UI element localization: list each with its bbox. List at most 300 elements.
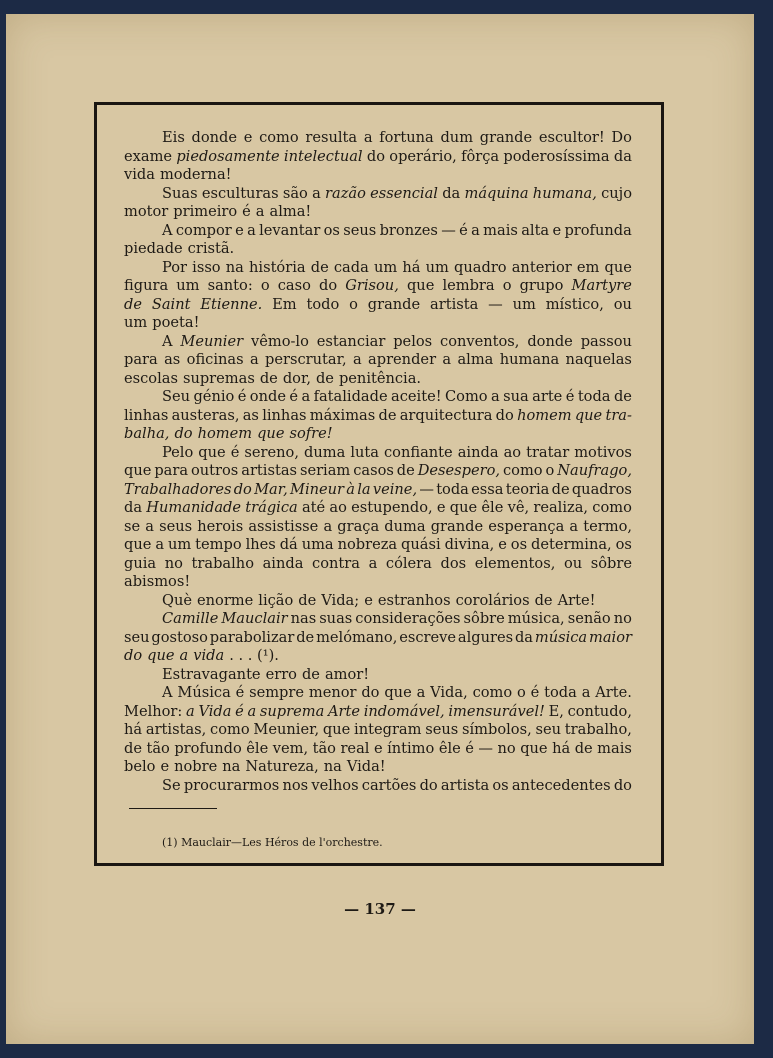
word: que xyxy=(574,406,603,424)
word: abismos! xyxy=(124,573,191,590)
word: contudo, xyxy=(567,702,632,720)
word: tão xyxy=(312,739,336,757)
word: um xyxy=(425,258,449,276)
text-line xyxy=(124,610,632,629)
word: Em xyxy=(272,295,297,313)
word: Naufrago, xyxy=(557,462,632,479)
word: Arte! xyxy=(557,591,596,609)
word: íntimo xyxy=(387,739,435,757)
word: nos xyxy=(282,776,309,794)
text-line xyxy=(124,647,632,666)
word: a xyxy=(569,517,579,535)
word: ou xyxy=(563,554,583,572)
word: essencial xyxy=(370,184,438,202)
text-line xyxy=(124,499,632,518)
word: um xyxy=(373,258,398,276)
word: Suas xyxy=(162,184,198,202)
word: profundo xyxy=(174,739,242,757)
text-line xyxy=(124,388,632,407)
word: Desespero, xyxy=(417,462,501,479)
word: A xyxy=(162,332,173,350)
text-line xyxy=(124,222,632,241)
word: que xyxy=(124,462,152,479)
word: A xyxy=(162,221,173,239)
word: razão xyxy=(325,184,366,202)
word: melómano, xyxy=(316,628,398,646)
word: o xyxy=(545,462,555,479)
word: cartões xyxy=(361,776,417,794)
word: Camille xyxy=(162,610,219,627)
word: que xyxy=(604,258,632,276)
word: do xyxy=(419,776,438,794)
word: máximas xyxy=(309,406,376,424)
word: e xyxy=(243,129,253,146)
word: e xyxy=(160,758,170,775)
word: vêmo-lo xyxy=(250,332,309,350)
word: Grisou, xyxy=(345,277,399,294)
word: sempre xyxy=(249,684,305,701)
word: um xyxy=(167,536,192,553)
word: piedade xyxy=(124,240,183,257)
word: casos xyxy=(353,462,394,479)
word: como xyxy=(259,129,299,146)
word: grande xyxy=(367,295,421,313)
word: Martyre xyxy=(571,277,632,294)
word: no xyxy=(164,554,183,572)
word: tra- xyxy=(605,406,632,424)
word: até xyxy=(301,499,326,516)
word: de xyxy=(396,462,415,479)
word: que xyxy=(257,425,285,442)
word: — xyxy=(488,295,503,313)
word: determina, xyxy=(531,536,612,553)
word: a xyxy=(442,351,452,368)
word: Pelo xyxy=(162,443,194,461)
word: sôbre xyxy=(463,610,505,627)
word: há xyxy=(402,258,421,276)
word: êle xyxy=(481,499,504,516)
word: alma xyxy=(457,351,494,368)
word: dor, xyxy=(282,369,311,387)
word: A xyxy=(162,684,173,701)
word: que xyxy=(406,277,435,294)
word: ao xyxy=(329,499,347,516)
word: de xyxy=(551,480,570,498)
word: de xyxy=(296,628,315,646)
word: do xyxy=(361,684,380,701)
word: do xyxy=(366,147,386,165)
word: linhas xyxy=(262,406,307,424)
word: grande xyxy=(479,129,533,146)
word: tratar xyxy=(526,443,570,461)
word: trabalho, xyxy=(564,721,632,738)
word: nobreza xyxy=(337,536,398,553)
text-line xyxy=(124,777,632,796)
word: Meunier, xyxy=(253,721,320,738)
word: de xyxy=(298,591,317,609)
word: balha, xyxy=(124,425,170,442)
word: supremas xyxy=(182,369,255,387)
word: e xyxy=(373,739,383,757)
word: oficinas xyxy=(186,351,244,368)
word: a xyxy=(323,517,333,535)
word: graça xyxy=(337,517,380,535)
text-line xyxy=(124,407,632,426)
text-line xyxy=(124,684,632,703)
text-line xyxy=(124,333,632,352)
word: como xyxy=(210,721,250,738)
word: artista xyxy=(440,776,490,794)
word: dum xyxy=(440,129,474,146)
word: lembra xyxy=(442,277,495,294)
word: isso xyxy=(192,258,221,276)
word: a xyxy=(491,388,500,405)
word: essa xyxy=(471,480,504,498)
text-line xyxy=(124,481,632,500)
word: toda xyxy=(544,684,577,701)
word: mais xyxy=(483,221,518,239)
word: do xyxy=(319,277,338,294)
word: a xyxy=(249,351,259,368)
word: estupendo, xyxy=(351,499,433,516)
word: Vida; xyxy=(321,591,360,609)
text-line xyxy=(124,203,632,222)
word: e xyxy=(364,591,373,609)
word: aceite! xyxy=(391,388,442,405)
word: há xyxy=(552,739,571,757)
word: fatalidade xyxy=(313,388,388,405)
word: como xyxy=(502,462,543,479)
word: é xyxy=(565,388,575,405)
word: ou xyxy=(613,295,632,313)
word: a xyxy=(416,684,426,701)
word: é xyxy=(465,739,474,757)
word: Se xyxy=(162,776,181,794)
word: sôbre xyxy=(590,554,632,572)
word: é xyxy=(235,684,245,701)
word: donde xyxy=(191,129,238,146)
word: de xyxy=(534,591,553,609)
body-text xyxy=(124,129,632,795)
word: o xyxy=(349,295,358,313)
word: há xyxy=(124,721,143,738)
word: Vida xyxy=(198,702,232,720)
word: a xyxy=(247,221,256,239)
word: esculturas xyxy=(201,184,279,202)
word: Mar, xyxy=(254,480,288,498)
word: de xyxy=(315,369,334,387)
word: Mauclair xyxy=(221,610,288,627)
word: arte xyxy=(532,388,563,405)
word: trágica xyxy=(245,499,298,516)
word: para xyxy=(124,351,158,368)
word: perscrutar, xyxy=(265,351,347,368)
word: piedosamente xyxy=(176,147,280,165)
text-line xyxy=(124,444,632,463)
word: se xyxy=(124,517,141,535)
word: — xyxy=(441,221,456,239)
word: os xyxy=(492,776,509,794)
word: homem xyxy=(517,406,572,424)
word: motivos xyxy=(574,443,632,461)
book-page xyxy=(6,14,754,1044)
word: ainda xyxy=(457,443,499,461)
word: nas xyxy=(290,610,317,627)
text-line xyxy=(124,666,632,685)
word: na xyxy=(225,258,244,276)
text-line xyxy=(124,518,632,537)
word: e xyxy=(436,499,446,516)
word: levantar xyxy=(259,221,321,239)
word: Trabalhadores xyxy=(124,480,232,498)
word: — xyxy=(419,480,434,498)
word: Vida! xyxy=(346,758,386,775)
word: teoria xyxy=(505,480,550,498)
word: resulta xyxy=(305,129,358,146)
word: escultor! xyxy=(538,129,605,146)
word: e xyxy=(498,536,507,553)
word: assistisse xyxy=(248,517,319,535)
word: no xyxy=(613,610,632,627)
text-line xyxy=(124,148,632,167)
word: e xyxy=(552,221,562,239)
word: duma xyxy=(384,517,426,535)
word: Etienne. xyxy=(200,295,263,313)
word: na xyxy=(222,758,241,775)
word: lição xyxy=(258,591,294,609)
word: toda xyxy=(577,388,611,405)
word: alta xyxy=(521,221,550,239)
word: Meunier xyxy=(180,332,244,350)
word: sofre! xyxy=(289,425,333,442)
word: moderna! xyxy=(159,166,232,183)
word: uma xyxy=(301,536,334,553)
word: menor xyxy=(308,684,357,701)
text-line xyxy=(124,462,632,481)
text-line xyxy=(124,703,632,722)
word: um xyxy=(512,295,536,313)
word: amor! xyxy=(324,665,370,683)
word: música xyxy=(534,628,588,646)
word: Por xyxy=(162,258,187,276)
word: Arte xyxy=(327,702,361,720)
word: tão xyxy=(146,739,170,757)
word: são xyxy=(282,184,308,202)
word: místico, xyxy=(545,295,604,313)
word: os xyxy=(323,221,340,239)
word: todo xyxy=(306,295,340,313)
word: artistas xyxy=(241,462,298,479)
word: do xyxy=(233,480,252,498)
word: conventos, xyxy=(440,332,520,350)
word: o xyxy=(502,277,512,294)
word: grande xyxy=(430,517,484,535)
word: veine, xyxy=(372,480,418,498)
word: humana xyxy=(499,351,560,368)
word: herois xyxy=(197,517,244,535)
word: linhas xyxy=(124,406,169,424)
word: grupo xyxy=(519,277,564,294)
word: que xyxy=(198,443,226,461)
word: vida xyxy=(124,166,155,183)
word: fortuna xyxy=(379,129,434,146)
word: naquelas xyxy=(565,351,632,368)
word: Do xyxy=(611,129,632,146)
word: que xyxy=(520,739,548,757)
word: estranhos xyxy=(377,591,451,609)
word: a xyxy=(179,647,189,664)
word: Melhor: xyxy=(124,702,183,720)
word: suprema xyxy=(259,702,325,720)
word: êle xyxy=(438,739,461,757)
word: contra xyxy=(312,554,360,572)
word: artista xyxy=(430,295,479,313)
word: quadro xyxy=(454,258,507,276)
word: sereno, xyxy=(244,443,299,461)
word: indomável, xyxy=(363,702,445,720)
word: a xyxy=(255,203,265,220)
text-line xyxy=(124,536,632,555)
word: é xyxy=(237,388,247,405)
word: do xyxy=(124,647,143,664)
word: a xyxy=(301,388,311,405)
word: para xyxy=(154,462,189,479)
word: a xyxy=(186,702,195,720)
word: ao xyxy=(503,443,522,461)
word: como xyxy=(592,499,632,516)
word: que xyxy=(322,721,351,738)
word: seu xyxy=(124,628,150,646)
word: cristã. xyxy=(187,240,235,257)
word: é xyxy=(242,203,251,220)
word: Saint xyxy=(151,295,191,313)
word: algures xyxy=(457,628,514,646)
word: a xyxy=(471,221,480,239)
word: artistas, xyxy=(145,721,207,738)
word: pelos xyxy=(393,332,433,350)
word: Eis xyxy=(162,129,185,146)
word: música, xyxy=(507,610,565,627)
word: trabalho xyxy=(191,554,254,572)
word: real xyxy=(340,739,370,757)
word: tempo xyxy=(195,536,242,553)
word: homem xyxy=(197,425,253,442)
text-line xyxy=(124,573,632,592)
word: Humanidade xyxy=(146,499,242,516)
word: elementos, xyxy=(474,554,556,572)
word: divina, xyxy=(444,536,495,553)
word: sua xyxy=(503,388,529,405)
word: Arte. xyxy=(595,684,632,701)
word: do xyxy=(174,425,193,442)
word: suas xyxy=(319,610,353,627)
word: gostoso xyxy=(151,628,208,646)
word: senão xyxy=(567,610,611,627)
word: poderosíssima xyxy=(503,147,610,165)
word: realiza, xyxy=(533,499,589,516)
word: figura xyxy=(124,277,169,294)
word: corolários xyxy=(455,591,530,609)
word: confiante xyxy=(383,443,453,461)
word: E, xyxy=(548,702,564,720)
text-line xyxy=(124,721,632,740)
word: de xyxy=(378,406,397,424)
word: belo xyxy=(124,758,156,775)
word: exame xyxy=(124,147,173,165)
word: termo, xyxy=(583,517,632,535)
word: dá xyxy=(279,536,298,553)
footnote-rule xyxy=(129,808,217,809)
word: os xyxy=(615,536,632,553)
word: considerações xyxy=(355,610,461,627)
word: anterior xyxy=(511,258,572,276)
word: parabolizar xyxy=(209,628,295,646)
word: símbolos, xyxy=(462,721,532,738)
word: seriam xyxy=(299,462,351,479)
word: profunda xyxy=(564,221,632,239)
word: . . . (¹). xyxy=(229,647,279,664)
word: um xyxy=(176,277,200,294)
word: quási xyxy=(401,536,441,553)
text-line xyxy=(124,740,632,759)
word: à xyxy=(346,480,355,498)
word: cólera xyxy=(385,554,432,572)
word: as xyxy=(164,351,181,368)
word: vem, xyxy=(272,739,309,757)
word: os xyxy=(510,536,528,553)
word: a xyxy=(247,702,257,720)
text-line xyxy=(124,758,632,777)
word: a xyxy=(145,517,154,535)
word: compor xyxy=(175,221,232,239)
word: em xyxy=(576,258,600,276)
word: integram xyxy=(354,721,422,738)
word: ainda xyxy=(262,554,304,572)
word: que xyxy=(124,536,152,553)
word: a xyxy=(155,536,165,553)
word: escolas xyxy=(124,369,178,387)
word: de xyxy=(310,258,329,276)
word: onde xyxy=(249,388,286,405)
word: fôrça xyxy=(461,147,500,165)
word: Estravagante xyxy=(162,665,261,683)
word: no xyxy=(497,739,516,757)
word: maior xyxy=(589,628,632,646)
word: santo: xyxy=(207,277,253,294)
text-frame xyxy=(94,102,664,866)
word: da xyxy=(124,499,143,516)
word: aprender xyxy=(368,351,437,368)
word: penitência. xyxy=(338,369,422,387)
word: a xyxy=(581,684,591,701)
word: austeras, xyxy=(171,406,240,424)
word: Vida, xyxy=(430,684,468,701)
word: bronzes xyxy=(379,221,438,239)
word: Como xyxy=(445,388,488,405)
word: dos xyxy=(440,554,467,572)
word: do xyxy=(613,776,632,794)
word: operário, xyxy=(389,147,457,165)
word: — xyxy=(478,739,493,757)
word: vê, xyxy=(507,499,530,516)
text-line xyxy=(124,296,632,315)
word: o xyxy=(260,277,270,294)
word: enorme xyxy=(197,591,254,609)
word: erro xyxy=(265,665,297,683)
word: a xyxy=(352,351,362,368)
word: procurarmos xyxy=(183,776,280,794)
word: êle xyxy=(246,739,269,757)
